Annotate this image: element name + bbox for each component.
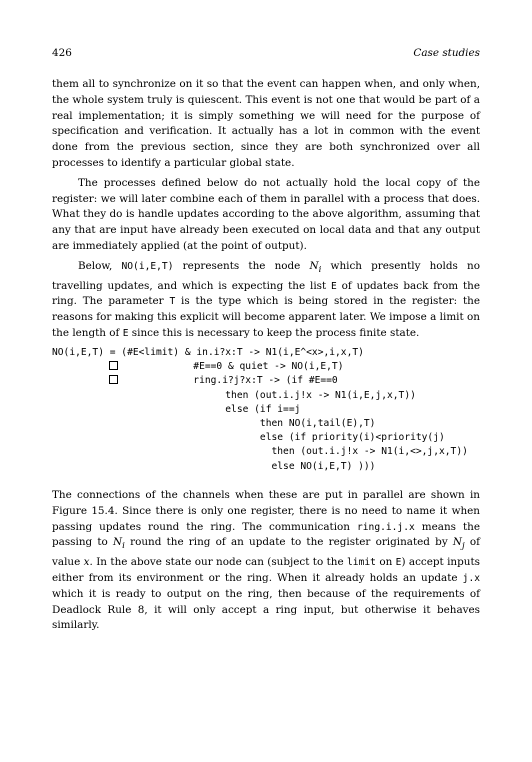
page-number: 426 bbox=[52, 47, 72, 59]
text-span: . In the above state our node can (subject to the bbox=[89, 556, 348, 569]
body-text bbox=[52, 77, 480, 342]
code-line: NO(i,E,T) = (#E<limit) & in.i?x:T -> N1(i,E^<x>,i,x,T) bbox=[52, 347, 364, 358]
math-var: N bbox=[309, 259, 319, 272]
code-span: j.x bbox=[462, 573, 480, 585]
code-line-text: ring.i?j?x:T -> (if #E==0 bbox=[124, 375, 338, 387]
paragraph bbox=[52, 259, 480, 342]
code-block bbox=[52, 346, 482, 474]
code-span: E bbox=[122, 328, 129, 340]
choice-box-icon bbox=[109, 361, 118, 370]
math-var: x bbox=[83, 556, 90, 569]
text-span: since this is necessary to keep the process finite state. bbox=[128, 327, 420, 340]
code-line: else NO(i,E,T) ))) bbox=[52, 460, 376, 472]
code-span: E bbox=[331, 280, 337, 292]
paragraph: The processes defined below do not actually hold the local copy of the register: we will later combine each of them in parallel with a process that does. What they do is handle updates according to the above algorithm, assuming that any that are input have already been executed on local data and that any output are immediately applied (at the point of output). bbox=[52, 176, 480, 252]
code-line: else (if i==j bbox=[52, 403, 301, 415]
page-header bbox=[52, 46, 480, 60]
code-span: E bbox=[395, 557, 402, 569]
text-span: on bbox=[375, 556, 396, 569]
text-span: ) accept inputs either from its environment or the ring. When it already holds an update bbox=[52, 556, 480, 585]
code-line: then NO(i,tail(E),T) bbox=[52, 418, 376, 430]
code-line: then (out.i.j!x -> N1(i,E,j,x,T)) bbox=[52, 389, 416, 401]
choice-box-icon bbox=[109, 375, 118, 384]
text-span: is the type which is being stored in the register: the reasons for making this explicit will become apparent later. We impose a limit on the length of bbox=[52, 295, 480, 340]
code-span: NO(i,E,T) bbox=[121, 260, 174, 272]
code-line: else (if priority(i)<priority(j) bbox=[52, 432, 445, 444]
text-span: Below, bbox=[78, 259, 122, 272]
text-span: of updates back from the ring. The parameter bbox=[52, 279, 480, 308]
text-span: The connections of the channels when these are put in parallel are shown in Figure 15.4. Since there is only one register, there is no need to name it when passing updates round the ring. The communication bbox=[52, 489, 480, 533]
paragraph bbox=[52, 488, 480, 634]
code-span: ring.i.j.x bbox=[357, 521, 415, 533]
running-head: Case studies bbox=[413, 47, 480, 59]
text-span: round the ring of an update to the register originated by bbox=[124, 536, 453, 549]
text-span: represents the node bbox=[173, 259, 310, 272]
text-span: means the passing to bbox=[52, 520, 481, 549]
math-var: N bbox=[452, 536, 462, 549]
code-line-text: #E==0 & quiet -> NO(i,E,T) bbox=[124, 361, 344, 373]
code-span: T bbox=[169, 296, 176, 308]
math-var: N bbox=[113, 536, 123, 549]
math-subscript: i bbox=[122, 541, 125, 552]
text-span: which presently holds no travelling updates, and which is expecting the list bbox=[52, 259, 480, 292]
text-span: of value bbox=[52, 536, 480, 569]
paragraph: them all to synchronize on it so that the event can happen when, and only when, the whole system truly is quiescent. This event is not one that would be part of a real implementation; it is simply something we will need for the purpose of specification and verification. It actually has a lot in common with the event done from the previous section, since they are both synchronized over all processes to identify a particular global state. bbox=[52, 78, 480, 169]
code-line bbox=[52, 360, 482, 374]
math-subscript: j bbox=[462, 541, 465, 552]
text-span: which it is ready to output on the ring, then because of the requirements of Deadlock Rule 8, it will only accept a ring input, but otherwise it behaves similarly. bbox=[52, 587, 480, 632]
code-span: limit bbox=[347, 557, 376, 569]
math-subscript: i bbox=[318, 264, 322, 275]
body-text-continued bbox=[52, 488, 480, 634]
code-line: then (out.i.j!x -> N1(i,<>,j,x,T)) bbox=[52, 446, 468, 458]
code-line bbox=[52, 374, 482, 388]
